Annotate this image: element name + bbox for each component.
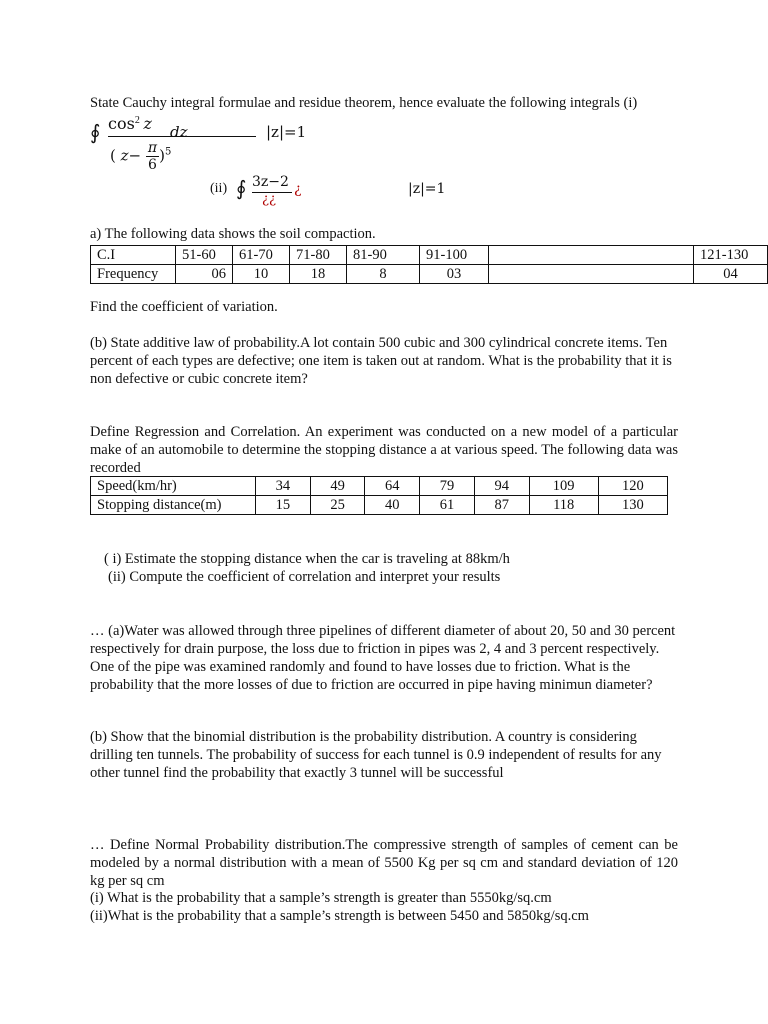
table-row (91, 496, 668, 515)
table-cell: 06 (176, 265, 233, 284)
dz-label: dz (170, 123, 188, 141)
six-denominator: 6 (148, 157, 157, 173)
speed-distance-table (90, 476, 668, 515)
normal-part-ii: (ii)What is the probability that a sample’s strength is between 5450 and 5850kg/sq.cm (90, 908, 589, 924)
table-cell: 49 (310, 477, 365, 496)
regression-question: Define Regression and Correlation. An experiment was conducted on a new model of a particular make of an automobile to determine the stopping distance a at various speed. The following data was recorded (90, 424, 678, 476)
numerator-cos: cos (108, 114, 135, 133)
integral-ii-numerator: 3z−2 (252, 174, 289, 190)
pi-symbol: π (147, 140, 158, 156)
table-cell: 03 (420, 265, 489, 284)
table-cell: Frequency (91, 265, 176, 284)
denominator-variable: z (120, 146, 129, 165)
integral-ii-tail: ¿ (294, 181, 302, 197)
table-cell: 64 (365, 477, 420, 496)
table-cell: 79 (420, 477, 475, 496)
water-pipeline-question: … (a)Water was allowed through three pipelines of different diameter of about 20, 50 and 30 percent respectively for drain purpose, the loss due to friction in pipes was 2, 4 and 3 percent respectively. One of the pipe was examined randomly and found to have losses due to friction. What is the probability that the more losses of due to friction are occurred in pipe having minimun diameter? (90, 623, 676, 693)
table-cell: 04 (694, 265, 768, 284)
denominator-minus: − (128, 146, 142, 165)
table-cell: 61-70 (233, 246, 290, 265)
table-cell: 10 (233, 265, 290, 284)
table-cell: 15 (256, 496, 311, 515)
regression-part-i: ( i) Estimate the stopping distance when the car is traveling at 88km/h (104, 551, 510, 567)
cauchy-question-intro: State Cauchy integral formulae and residue theorem, hence evaluate the following integrals (i) (90, 95, 638, 111)
table-cell: 109 (529, 477, 598, 496)
integral-i (90, 112, 330, 174)
integral-ii-denominator: ¿¿ (262, 192, 276, 207)
table-cell: 121-130 (694, 246, 768, 265)
table-cell: 51-60 (176, 246, 233, 265)
table-cell: Stopping distance(m) (91, 496, 256, 515)
table-cell: 40 (365, 496, 420, 515)
table-cell: 118 (529, 496, 598, 515)
contour-condition-i: |z|=1 (266, 123, 307, 141)
table-cell (489, 246, 694, 265)
binomial-question: (b) Show that the binomial distribution is the probability distribution. A country is considering drilling ten tunnels. The probability of success for each tunnel is 0.9 independent of results for any other tunnel find the probability that exactly 3 tunnel will be successful (90, 729, 662, 781)
table-cell: 71-80 (290, 246, 347, 265)
contour-integral-symbol: ∮ (90, 120, 101, 144)
table-cell: C.I (91, 246, 176, 265)
regression-part-ii: (ii) Compute the coefficient of correlation and interpret your results (108, 569, 501, 585)
table-row (91, 265, 768, 284)
contour-integral-symbol-ii: ∮ (236, 176, 247, 200)
normal-distribution-question: … Define Normal Probability distribution.The compressive strength of samples of cement can be modeled by a normal distribution with a mean of 5500 Kg per sq cm and standard deviation of 120 kg per sq cm (90, 837, 678, 889)
numerator-exponent: 2 (134, 115, 140, 127)
table-cell: 61 (420, 496, 475, 515)
integral-ii-label: (ii) (210, 181, 228, 196)
table-cell: 34 (256, 477, 311, 496)
table-cell: 25 (310, 496, 365, 515)
normal-part-i: (i) What is the probability that a sample’s strength is greater than 5550kg/sq.cm (90, 890, 552, 906)
table-cell: 91-100 (420, 246, 489, 265)
table-cell: 130 (598, 496, 667, 515)
denominator-open-paren: ( (110, 146, 116, 165)
numerator-variable: z (143, 114, 152, 133)
integral-ii (210, 172, 470, 208)
denominator-power: 5 (164, 146, 172, 158)
table-cell: 120 (598, 477, 667, 496)
table-cell: 81-90 (347, 246, 420, 265)
additive-law-question: (b) State additive law of probability.A lot contain 500 cubic and 300 cylindrical concrete items. Ten percent of each types are defective; one item is taken out at random. What is the probability that it is non defective or cubic concrete item? (90, 335, 672, 387)
soil-compaction-table (90, 245, 768, 284)
soil-question-heading: a) The following data shows the soil compaction. (90, 226, 376, 242)
denominator-close-paren: ) (159, 146, 165, 165)
table-cell (489, 265, 694, 284)
soil-question-task: Find the coefficient of variation. (90, 299, 278, 315)
table-row (91, 477, 668, 496)
contour-condition-ii: |z|=1 (408, 181, 446, 197)
table-cell: 87 (474, 496, 529, 515)
table-cell: 94 (474, 477, 529, 496)
table-cell: 8 (347, 265, 420, 284)
table-cell: Speed(km/hr) (91, 477, 256, 496)
table-cell: 18 (290, 265, 347, 284)
table-row (91, 246, 768, 265)
